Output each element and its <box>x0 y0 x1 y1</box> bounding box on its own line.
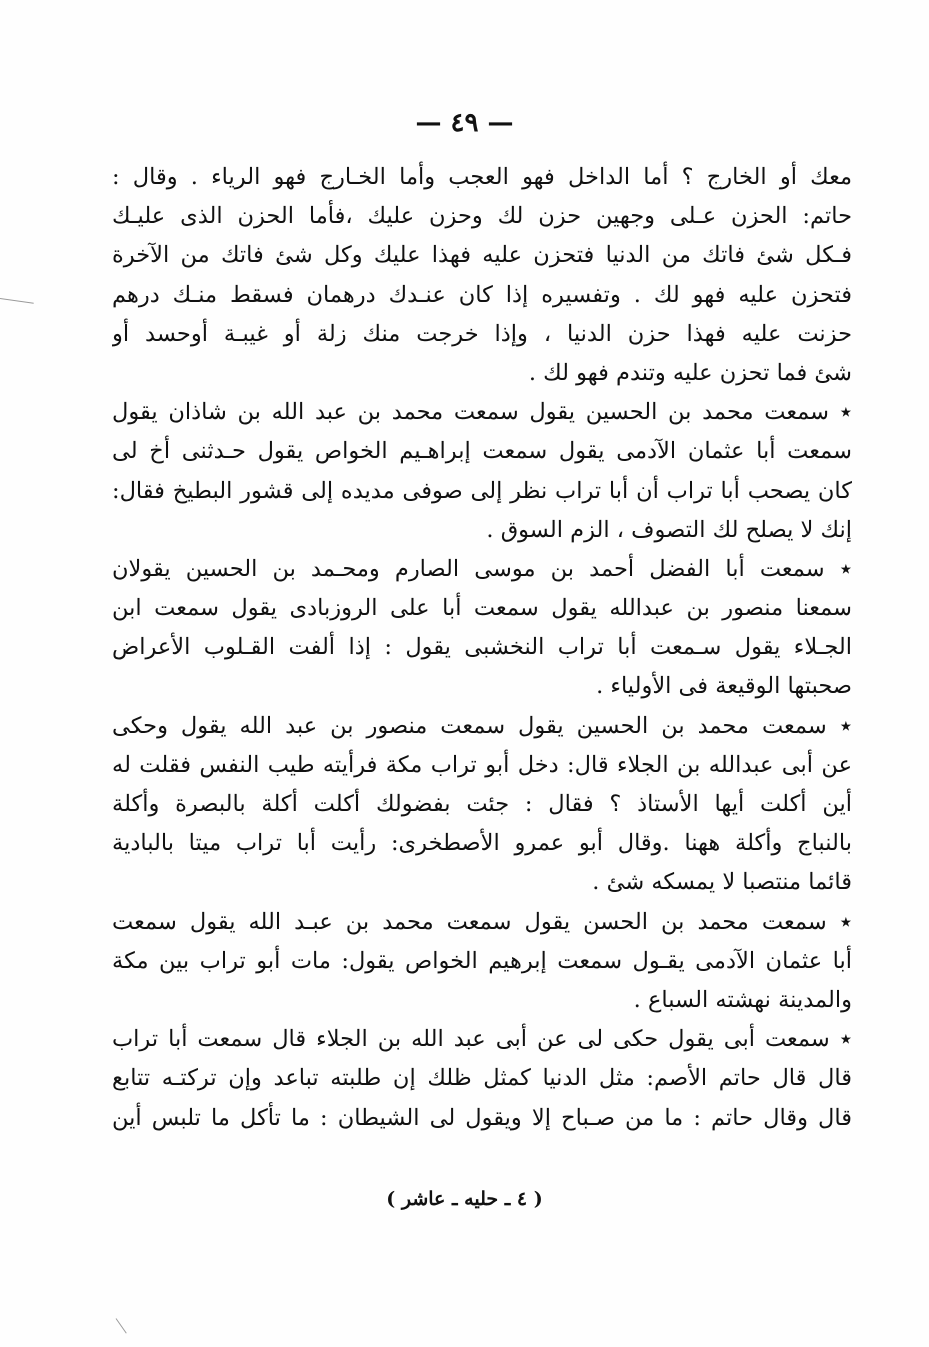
text-line: ٭ سمعت محمد بن الحسن يقول سمعت محمد بن عبـد الله يقول سمعت <box>112 908 852 935</box>
text-line: سمعنا منصور بن عبدالله يقول سمعت أبا على الروزبادى يقول سمعت ابن <box>112 595 852 622</box>
text-line: إنك لا يصلح لك التصوف ، الزم السوق . <box>486 516 852 543</box>
text-line: قال وقال حاتم : ما من صـباح إلا ويقول لى الشيطان : ما تأكل ما تلبس أين <box>112 1104 852 1131</box>
signature-footer: ( ٤ ـ حليه ـ عاشر ) <box>386 1188 543 1210</box>
scan-artifact-line <box>116 1318 127 1333</box>
text-line: بالنباج وأكلة ههنا .وقال أبو عمرو الأصطخرى: رأيت أبا تراب ميتا بالبادية <box>112 830 852 857</box>
page-number: — ٤٩ — <box>415 108 514 138</box>
text-line: حاتم: الحزن عـلى وجهين حزن لك وحزن عليك ،فأما الحزن الذى عليـك <box>112 203 852 230</box>
text-line: حزنت عليه فهذا حزن الدنيا ، وإذا خرجت منك زلة أو غيبـة أوحسد أو <box>112 320 852 347</box>
scan-artifact-line <box>0 298 34 304</box>
text-line: قائما منتصبا لا يمسكه شئ . <box>592 869 852 896</box>
text-line: عن أبى عبدالله بن الجلاء قال: دخل أبو تراب مكة فرأيته طيب النفس فقلت له <box>112 751 852 778</box>
text-line: ٭ سمعت محمد بن الحسين يقول سمعت محمد بن عبد الله بن شاذان يقول <box>112 399 852 426</box>
text-line: معك أو الخارج ؟ أما الداخل فهو العجب وأما الخـارج فهو الرياء . وقال : <box>112 164 852 190</box>
text-line: شئ فما تحزن عليه وتندم فهو لك . <box>528 359 852 386</box>
text-line: فتحزن عليه فهو لك . وتفسيره إذا كان عنـدك درهمان فسقط منـك درهم <box>112 281 852 308</box>
text-line: سمعت أبا عثمان الآدمى يقول سمعت إبراهـيم الخواص يقول حـدثنى أخ لى <box>112 438 852 465</box>
text-line: ٭ سمعت أبى يقول حكى لى عن أبى عبد الله بن الجلاء قال سمعت أبا تراب <box>112 1026 852 1053</box>
text-line: أبا عثمان الآدمى يقـول سمعت إبرهيم الخواص يقول: مات أبو تراب بين مكة <box>112 947 852 974</box>
text-line: كان يصحب أبا تراب أن أبا تراب نظر إلى صوفى مديده إلى قشور البطيخ فقال: <box>112 477 852 504</box>
text-line: قال قال حاتم الأصم: مثل الدنيا كمثل ظلك إن طلبته تباعد وإن تركتـه تتابع <box>112 1065 852 1092</box>
text-line: والمدينة نهشته السباع . <box>633 986 852 1013</box>
text-line: فـكل شئ فاتك من الدنيا فتحزن عليه فهذا عليك وكل شئ فاتك من الآخرة <box>112 242 852 269</box>
body-text <box>112 158 852 1138</box>
text-line: ٭ سمعت محمد بن الحسين يقول سمعت منصور بن عبد الله يقول وحكى <box>112 712 852 739</box>
text-line: صحبتها الوقيعة فى الأولياء . <box>596 673 852 700</box>
text-line: ٭ سمعت أبا الفضل أحمد بن موسى الصارم ومحـمد بن الحسين يقولان <box>112 555 852 582</box>
text-line: الجـلاء يقول سـمعت أبا تراب النخشبى يقول : إذا ألفت القـلوب الأعراض <box>112 634 852 661</box>
text-line: أين أكلت أيها الأستاذ ؟ فقال : جئت بفضولك أكلت أكلة بالبصرة وأكلة <box>112 791 852 817</box>
